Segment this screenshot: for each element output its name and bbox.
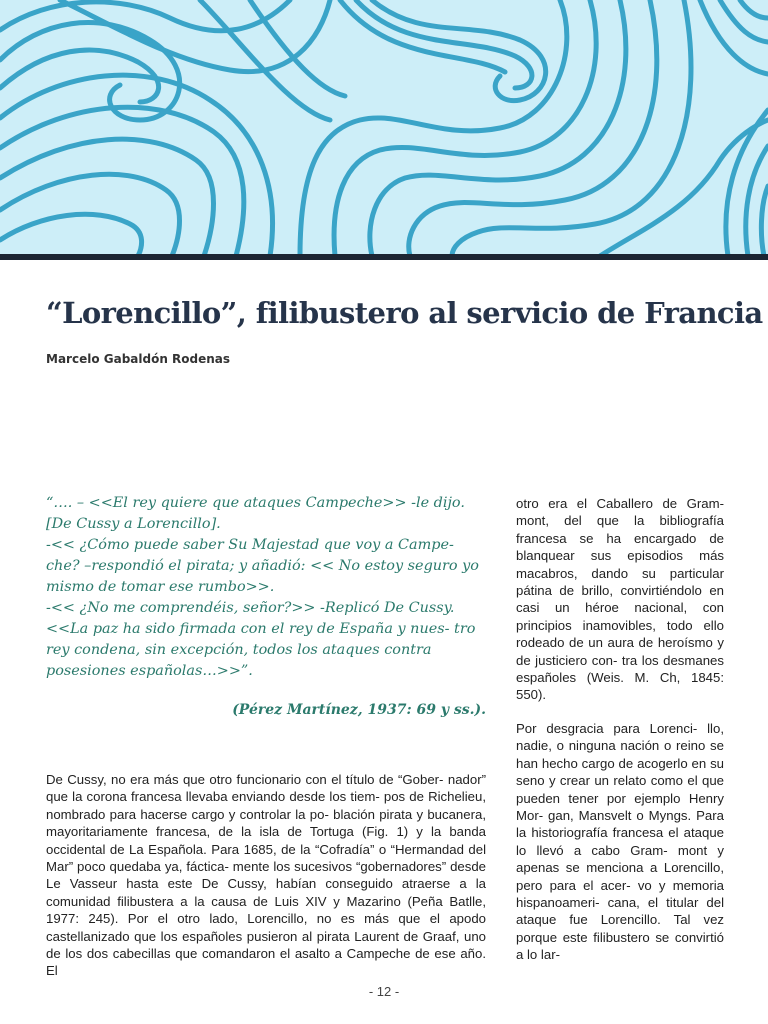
body-paragraph-right: otro era el Caballero de Gram- mont, del que la bibliografía francesa se ha encargado de blanquear sus episodios más macabros, dando su particular pátina de brillo, convirtiéndolo en casi un héroe nacional, con principios inamovibles, todo ello rodeado de un aura de heroísmo y de justiciero con- tra los desmanes españoles (Weis. M. Ch, 1845: 550). <box>516 496 724 703</box>
header-divider-rule <box>0 254 768 260</box>
epigraph-quote <box>46 493 486 682</box>
wave-pattern-illustration <box>0 0 768 256</box>
body-paragraph-right: Por desgracia para Lorenci- llo, nadie, o ninguna nación o reino se han hecho cargo de acogerlo en su seno y crear un relato como el que pueden tener por ejemplo Henry Mor- gan, Mansvelt o Myngs. Para la historiografía francesa el ataque lo llevó a cabo Gram- mont y apenas se menciona a Lorencillo, pero para el acer- vo y memoria hispanoameri- cana, el titular del ataque fue Lorencillo. Tal vez porque este filibustero se convirtió a lo lar- <box>516 720 724 963</box>
author-name: Marcelo Gabaldón Rodenas <box>46 352 231 366</box>
body-paragraph-left: De Cussy, no era más que otro funcionario con el título de “Gober- nador” que la corona francesa llevaba enviando desde los tiem- pos de Richelieu, nombrado para hacerse cargo y controlar la po- blación pirata y bucanera, mayoritariamente francesa, de la isla de Tortuga (Fig. 1) y la banda occidental de La Española. Para 1685, de la “Cofradía” o “Hermandad del Mar” poco quedaba ya, fáctica- mente los sucesivos “gobernadores” desde Le Vasseur hasta este De Cussy, habían conseguido atraerse a la comunidad filibustera a la causa de Luis XIV y Mazarino (Peña Batlle, 1977: 245). Por el otro lado, Lorencillo, no es más que el apodo castellanizado que los españoles pusieron al pirata Laurent de Graaf, uno de los dos cabecillas que comandaron el asalto a Campeche de ese año. El <box>46 772 486 979</box>
body-right-column <box>516 495 724 980</box>
epigraph-line: -<< ¿Cómo puede saber Su Majestad que voy a Campe- che? –respondió el pirata; y añadió: << No estoy seguro yo mismo de tomar ese rumbo>>. <box>46 537 479 595</box>
epigraph-citation: (Pérez Martínez, 1937: 69 y ss.). <box>232 702 486 718</box>
article-title: “Lorencillo”, filibustero al servicio de Francia <box>46 296 763 330</box>
decorative-wave-banner <box>0 0 768 256</box>
page-number: - 12 - <box>368 984 400 999</box>
epigraph-line: -<< ¿No me comprendéis, señor?>> -Replicó De Cussy. <<La paz ha sido firmada con el rey de España y nues- tro rey condena, sin excepción, todos los ataques contra posesiones españolas…>>”. <box>46 600 476 679</box>
epigraph-line: “…. – <<El rey quiere que ataques Campeche>> -le dijo. [De Cussy a Lorencillo]. <box>46 495 465 532</box>
